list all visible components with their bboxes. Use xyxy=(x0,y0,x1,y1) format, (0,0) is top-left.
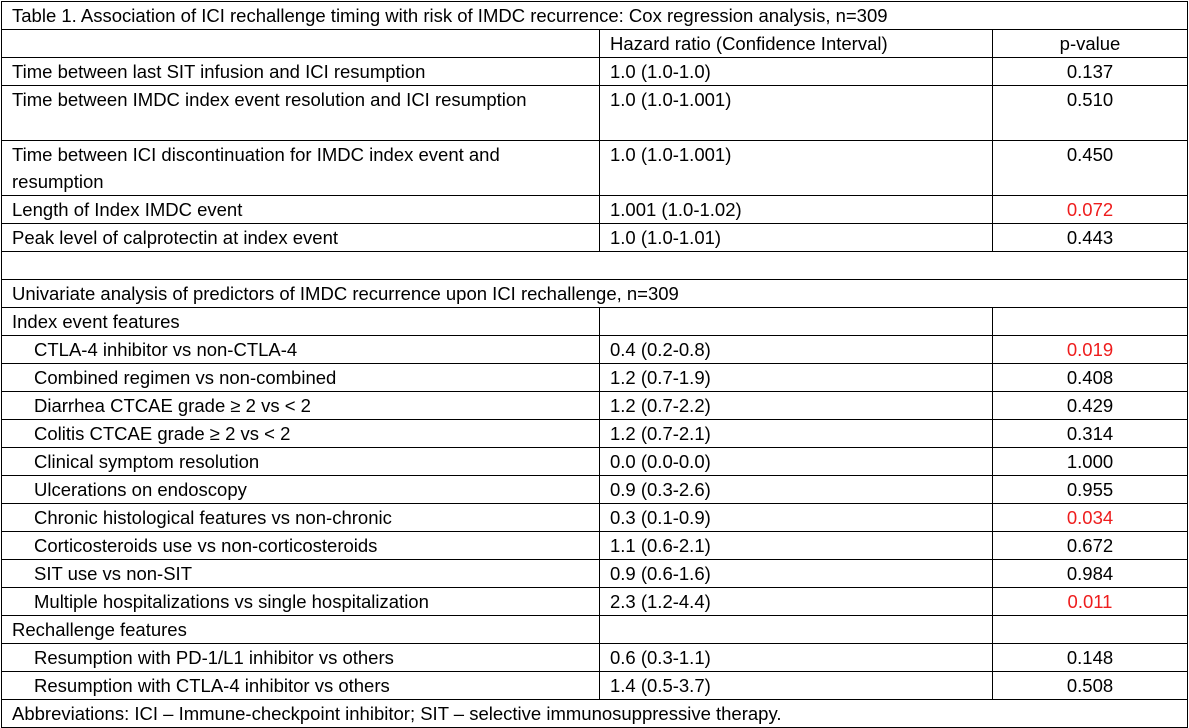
table-row xyxy=(2,336,1188,364)
row-hazard-ratio: 1.0 (1.0-1.001) xyxy=(600,141,993,196)
row-hazard-ratio: 1.2 (0.7-1.9) xyxy=(600,364,993,392)
row-hazard-ratio: 1.0 (1.0-1.01) xyxy=(600,224,993,252)
row-label: Resumption with CTLA-4 inhibitor vs others xyxy=(2,672,600,700)
table-title-row xyxy=(2,2,1188,30)
row-hazard-ratio: 1.0 (1.0-1.0) xyxy=(600,58,993,86)
row-label: CTLA-4 inhibitor vs non-CTLA-4 xyxy=(2,336,600,364)
row-hazard-ratio: 1.1 (0.6-2.1) xyxy=(600,532,993,560)
table-row xyxy=(2,364,1188,392)
row-p-value: 0.314 xyxy=(993,420,1188,448)
row-p-value: 0.137 xyxy=(993,58,1188,86)
row-label: Diarrhea CTCAE grade ≥ 2 vs < 2 xyxy=(2,392,600,420)
row-p-value: 0.450 xyxy=(993,141,1188,196)
table-row xyxy=(2,392,1188,420)
blank-cell xyxy=(2,252,1188,280)
row-hazard-ratio: 1.2 (0.7-2.1) xyxy=(600,420,993,448)
results-table-document xyxy=(1,1,1187,728)
row-p-value: 0.510 xyxy=(993,86,1188,141)
table-row xyxy=(2,588,1188,616)
table-title: Table 1. Association of ICI rechallenge timing with risk of IMDC recurrence: Cox regression analysis, n=309 xyxy=(2,2,1188,30)
header-hazard-ratio: Hazard ratio (Confidence Interval) xyxy=(600,30,993,58)
row-p-value-significant: 0.072 xyxy=(993,196,1188,224)
row-p-value: 0.672 xyxy=(993,532,1188,560)
row-label: Clinical symptom resolution xyxy=(2,448,600,476)
row-label: Ulcerations on endoscopy xyxy=(2,476,600,504)
footnote-row xyxy=(2,700,1188,728)
row-hazard-ratio: 1.001 (1.0-1.02) xyxy=(600,196,993,224)
row-hazard-ratio: 0.0 (0.0-0.0) xyxy=(600,448,993,476)
row-label: SIT use vs non-SIT xyxy=(2,560,600,588)
row-hazard-ratio: 0.6 (0.3-1.1) xyxy=(600,644,993,672)
row-hazard-ratio: 0.4 (0.2-0.8) xyxy=(600,336,993,364)
row-hazard-ratio: 0.9 (0.6-1.6) xyxy=(600,560,993,588)
row-p-value: 0.148 xyxy=(993,644,1188,672)
row-p-value: 0.429 xyxy=(993,392,1188,420)
row-hazard-ratio: 1.4 (0.5-3.7) xyxy=(600,672,993,700)
table-row xyxy=(2,420,1188,448)
row-p-value-significant: 0.034 xyxy=(993,504,1188,532)
table-row xyxy=(2,448,1188,476)
section-header-row xyxy=(2,308,1188,336)
section-label-index-event: Index event features xyxy=(2,308,600,336)
table-row xyxy=(2,141,1188,196)
row-p-value: 1.000 xyxy=(993,448,1188,476)
row-label: Colitis CTCAE grade ≥ 2 vs < 2 xyxy=(2,420,600,448)
row-label: Length of Index IMDC event xyxy=(2,196,600,224)
results-table xyxy=(1,1,1188,728)
section-empty-cell xyxy=(600,616,993,644)
row-label: Corticosteroids use vs non-corticosteroids xyxy=(2,532,600,560)
section-empty-cell xyxy=(993,308,1188,336)
table-row xyxy=(2,504,1188,532)
table-row xyxy=(2,644,1188,672)
table-row xyxy=(2,672,1188,700)
univariate-title: Univariate analysis of predictors of IMDC recurrence upon ICI rechallenge, n=309 xyxy=(2,280,1188,308)
table-row xyxy=(2,560,1188,588)
section-empty-cell xyxy=(600,308,993,336)
row-hazard-ratio: 0.3 (0.1-0.9) xyxy=(600,504,993,532)
row-label: Time between last SIT infusion and ICI resumption xyxy=(2,58,600,86)
row-hazard-ratio: 1.2 (0.7-2.2) xyxy=(600,392,993,420)
table-row xyxy=(2,224,1188,252)
row-p-value: 0.443 xyxy=(993,224,1188,252)
row-label: Resumption with PD-1/L1 inhibitor vs others xyxy=(2,644,600,672)
row-p-value: 0.955 xyxy=(993,476,1188,504)
table-row xyxy=(2,86,1188,141)
row-label: Multiple hospitalizations vs single hospitalization xyxy=(2,588,600,616)
table-row xyxy=(2,532,1188,560)
row-label: Chronic histological features vs non-chronic xyxy=(2,504,600,532)
section-label-rechallenge: Rechallenge features xyxy=(2,616,600,644)
row-label: Combined regimen vs non-combined xyxy=(2,364,600,392)
table-row xyxy=(2,476,1188,504)
blank-separator-row xyxy=(2,252,1188,280)
row-hazard-ratio: 0.9 (0.3-2.6) xyxy=(600,476,993,504)
row-hazard-ratio: 1.0 (1.0-1.001) xyxy=(600,86,993,141)
row-label: Peak level of calprotectin at index event xyxy=(2,224,600,252)
row-hazard-ratio: 2.3 (1.2-4.4) xyxy=(600,588,993,616)
row-p-value: 0.984 xyxy=(993,560,1188,588)
table-header-row xyxy=(2,30,1188,58)
row-p-value: 0.408 xyxy=(993,364,1188,392)
section-header-row xyxy=(2,616,1188,644)
footnote-abbreviations: Abbreviations: ICI – Immune-checkpoint inhibitor; SIT – selective immunosuppressive therapy. xyxy=(2,700,1188,728)
section-empty-cell xyxy=(993,616,1188,644)
table-row xyxy=(2,58,1188,86)
row-label: Time between IMDC index event resolution and ICI resumption xyxy=(2,86,600,141)
row-p-value-significant: 0.019 xyxy=(993,336,1188,364)
header-p-value: p-value xyxy=(993,30,1188,58)
table-row xyxy=(2,196,1188,224)
header-variable-cell xyxy=(2,30,600,58)
univariate-title-row xyxy=(2,280,1188,308)
row-label: Time between ICI discontinuation for IMDC index event and resumption xyxy=(2,141,600,196)
row-p-value: 0.508 xyxy=(993,672,1188,700)
row-p-value-significant: 0.011 xyxy=(993,588,1188,616)
